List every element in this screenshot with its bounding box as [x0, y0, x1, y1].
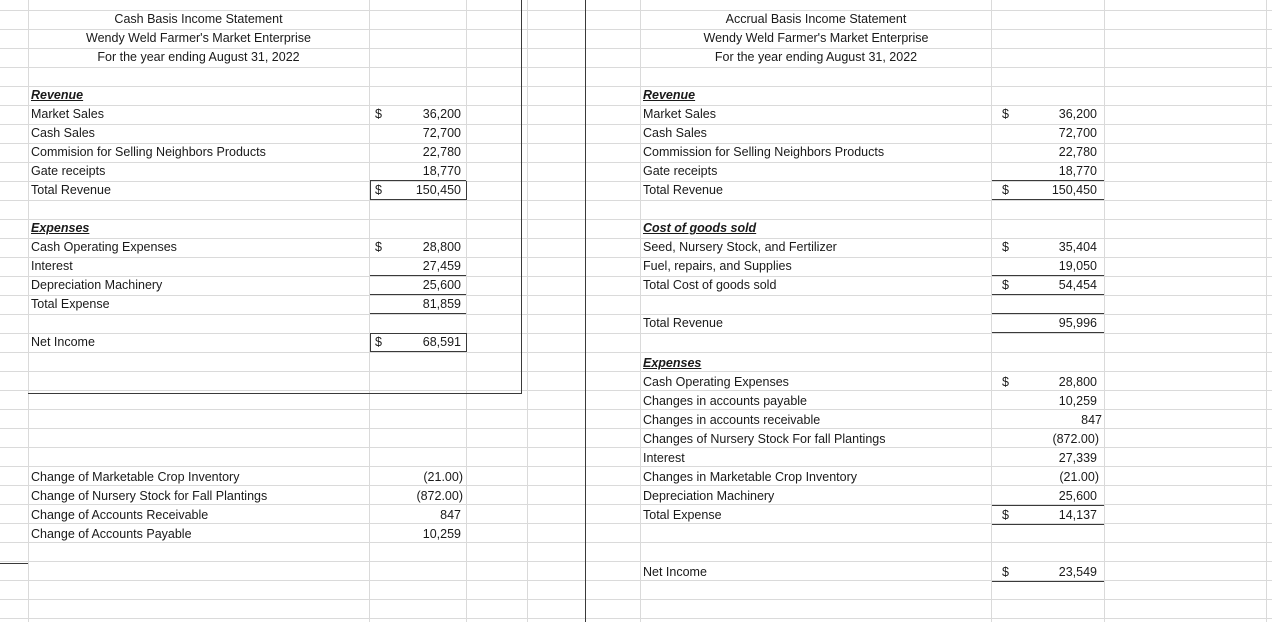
cash-total-expense-underline [370, 313, 466, 314]
cash-net-income-box [370, 351, 466, 352]
accrual-total-cogs-value: 54,454 [1058, 278, 1097, 292]
grid-column-line [28, 0, 29, 622]
accrual-title: Accrual Basis Income Statement [725, 12, 907, 26]
grid-row-line [0, 352, 1272, 353]
accrual-revenue-value: 22,780 [1058, 145, 1097, 159]
grid-row-line [0, 200, 1272, 201]
cash-revenue-value: 22,780 [422, 145, 461, 159]
accrual-cogs-label: Fuel, repairs, and Supplies [643, 259, 792, 273]
accrual-total-cogs-label: Total Cost of goods sold [643, 278, 777, 292]
accrual-net-income-value: 23,549 [1058, 565, 1097, 579]
cash-change-value: 847 [440, 508, 461, 522]
accrual-dollar-sign: $ [1002, 508, 1009, 522]
accrual-total-expense-underline [992, 524, 1104, 525]
accrual-total-revenue-label: Total Revenue [643, 183, 723, 197]
accrual-revenue-label: Cash Sales [643, 126, 707, 140]
grid-row-line [0, 599, 1272, 600]
accrual-revenue-value: 36,200 [1058, 107, 1097, 121]
accrual-company: Wendy Weld Farmer's Market Enterprise [703, 31, 929, 45]
cash-dollar-sign: $ [375, 240, 382, 254]
cash-total-expense-value: 81,859 [422, 297, 461, 311]
accrual-total-revenue-value: 150,450 [1051, 183, 1097, 197]
accrual-expense-value: 10,259 [1058, 394, 1097, 408]
cash-net-income-value: 68,591 [422, 335, 461, 349]
cash-dollar-sign: $ [375, 183, 382, 197]
accrual-expense-label: Changes of Nursery Stock For fall Plantings [643, 432, 886, 446]
accrual-expense-value: 25,600 [1058, 489, 1097, 503]
grid-row-line [0, 618, 1272, 619]
accrual-cogs-value: 35,404 [1058, 240, 1097, 254]
accrual-expense-label: Depreciation Machinery [643, 489, 775, 503]
accrual-total-revenue2-value: 95,996 [1058, 316, 1097, 330]
cash-dollar-sign: $ [375, 107, 382, 121]
accrual-total-cogs-underline [992, 294, 1104, 295]
accrual-dollar-sign: $ [1002, 107, 1009, 121]
accrual-dollar-sign: $ [1002, 278, 1009, 292]
cash-dollar-sign: $ [375, 335, 382, 349]
accrual-revenue-value: 72,700 [1058, 126, 1097, 140]
accrual-cogs-label: Seed, Nursery Stock, and Fertilizer [643, 240, 837, 254]
cash-revenue-value: 72,700 [422, 126, 461, 140]
cash-revenue-label: Commision for Selling Neighbors Products [31, 145, 266, 159]
grid-row-line [0, 219, 1272, 220]
accrual-dollar-sign: $ [1002, 183, 1009, 197]
cash-total-expense-label: Total Expense [31, 297, 110, 311]
cash-change-label: Change of Accounts Receivable [31, 508, 209, 522]
grid-row-line [0, 333, 1272, 334]
accrual-expense-label: Changes in Marketable Crop Inventory [643, 470, 858, 484]
grid-column-line [1266, 0, 1267, 622]
cash-expense-label: Cash Operating Expenses [31, 240, 177, 254]
cash-right-border [521, 0, 522, 393]
cash-total-revenue-underline [370, 199, 466, 200]
accrual-expense-value: 847 [1081, 413, 1102, 427]
accrual-total-revenue2-underline [992, 332, 1104, 333]
accrual-total-revenue2-label: Total Revenue [643, 316, 723, 330]
cash-total-box [370, 181, 371, 200]
accrual-expense-value: 28,800 [1058, 375, 1097, 389]
accrual-dollar-sign: $ [1002, 375, 1009, 389]
cash-revenue-value: 36,200 [422, 107, 461, 121]
accrual-net-income-label: Net Income [643, 565, 707, 579]
cash-expense-label: Depreciation Machinery [31, 278, 163, 292]
cash-total-revenue-label: Total Revenue [31, 183, 111, 197]
accrual-total-expense-label: Total Expense [643, 508, 722, 522]
accrual-total-revenue-underline [992, 199, 1104, 200]
grid-row-line [0, 67, 1272, 68]
accrual-cogs-header: Cost of goods sold [643, 221, 757, 235]
grid-column-line [466, 0, 467, 622]
left-edge-mark [0, 563, 28, 564]
accrual-revenue-label: Market Sales [643, 107, 716, 121]
cash-revenue-header: Revenue [31, 88, 84, 102]
cash-expense-value: 28,800 [422, 240, 461, 254]
accrual-expense-label: Changes in accounts payable [643, 394, 808, 408]
cash-revenue-label: Market Sales [31, 107, 104, 121]
accrual-revenue-label: Gate receipts [643, 164, 718, 178]
accrual-net-income-underline [992, 581, 1104, 582]
cash-expense-label: Interest [31, 259, 73, 273]
grid-column-line [991, 0, 992, 622]
grid-row-line [0, 561, 1272, 562]
accrual-expense-label: Cash Operating Expenses [643, 375, 789, 389]
accrual-expenses-header: Expenses [643, 356, 702, 370]
grid-row-line [0, 295, 1272, 296]
cash-net-income-label: Net Income [31, 335, 95, 349]
grid-row-line [0, 86, 1272, 87]
accrual-expense-label: Interest [643, 451, 685, 465]
cash-expense-value: 25,600 [422, 278, 461, 292]
cash-bottom-border [28, 393, 522, 394]
cash-revenue-label: Cash Sales [31, 126, 95, 140]
accrual-dollar-sign: $ [1002, 240, 1009, 254]
cash-period: For the year ending August 31, 2022 [97, 50, 300, 64]
cash-revenue-value: 18,770 [422, 164, 461, 178]
grid-column-line [640, 0, 641, 622]
cash-company: Wendy Weld Farmer's Market Enterprise [86, 31, 311, 45]
grid-column-line [527, 0, 528, 622]
cash-expenses-header: Expenses [31, 221, 90, 235]
cash-revenue-label: Gate receipts [31, 164, 106, 178]
grid-column-line [1104, 0, 1105, 622]
cash-change-value: (21.00) [423, 470, 463, 484]
accrual-total-expense-value: 14,137 [1058, 508, 1097, 522]
cash-total-revenue-value: 150,450 [415, 183, 461, 197]
cash-expense-value: 27,459 [422, 259, 461, 273]
cash-change-value: 10,259 [422, 527, 461, 541]
cash-net-income-box [370, 333, 371, 352]
cash-net-income-box [370, 333, 466, 334]
cash-total-box [466, 181, 467, 200]
cash-change-label: Change of Accounts Payable [31, 527, 192, 541]
cash-change-label: Change of Nursery Stock for Fall Plantings [31, 489, 268, 503]
accrual-expense-value: 27,339 [1058, 451, 1097, 465]
accrual-expense-label: Changes in accounts receivable [643, 413, 821, 427]
cash-title: Cash Basis Income Statement [114, 12, 283, 26]
accrual-dollar-sign: $ [1002, 565, 1009, 579]
accrual-expense-value: (872.00) [1052, 432, 1099, 446]
accrual-revenue-label: Commission for Selling Neighbors Products [643, 145, 885, 159]
grid-row-line [0, 371, 1272, 372]
accrual-revenue-header: Revenue [643, 88, 696, 102]
accrual-revenue-value: 18,770 [1058, 164, 1097, 178]
cash-change-label: Change of Marketable Crop Inventory [31, 470, 240, 484]
accrual-period: For the year ending August 31, 2022 [714, 50, 918, 64]
cash-net-income-box [466, 333, 467, 352]
accrual-expense-value: (21.00) [1059, 470, 1099, 484]
cash-change-value: (872.00) [416, 489, 463, 503]
accrual-cogs-value: 19,050 [1058, 259, 1097, 273]
accrual-left-border [585, 0, 586, 622]
